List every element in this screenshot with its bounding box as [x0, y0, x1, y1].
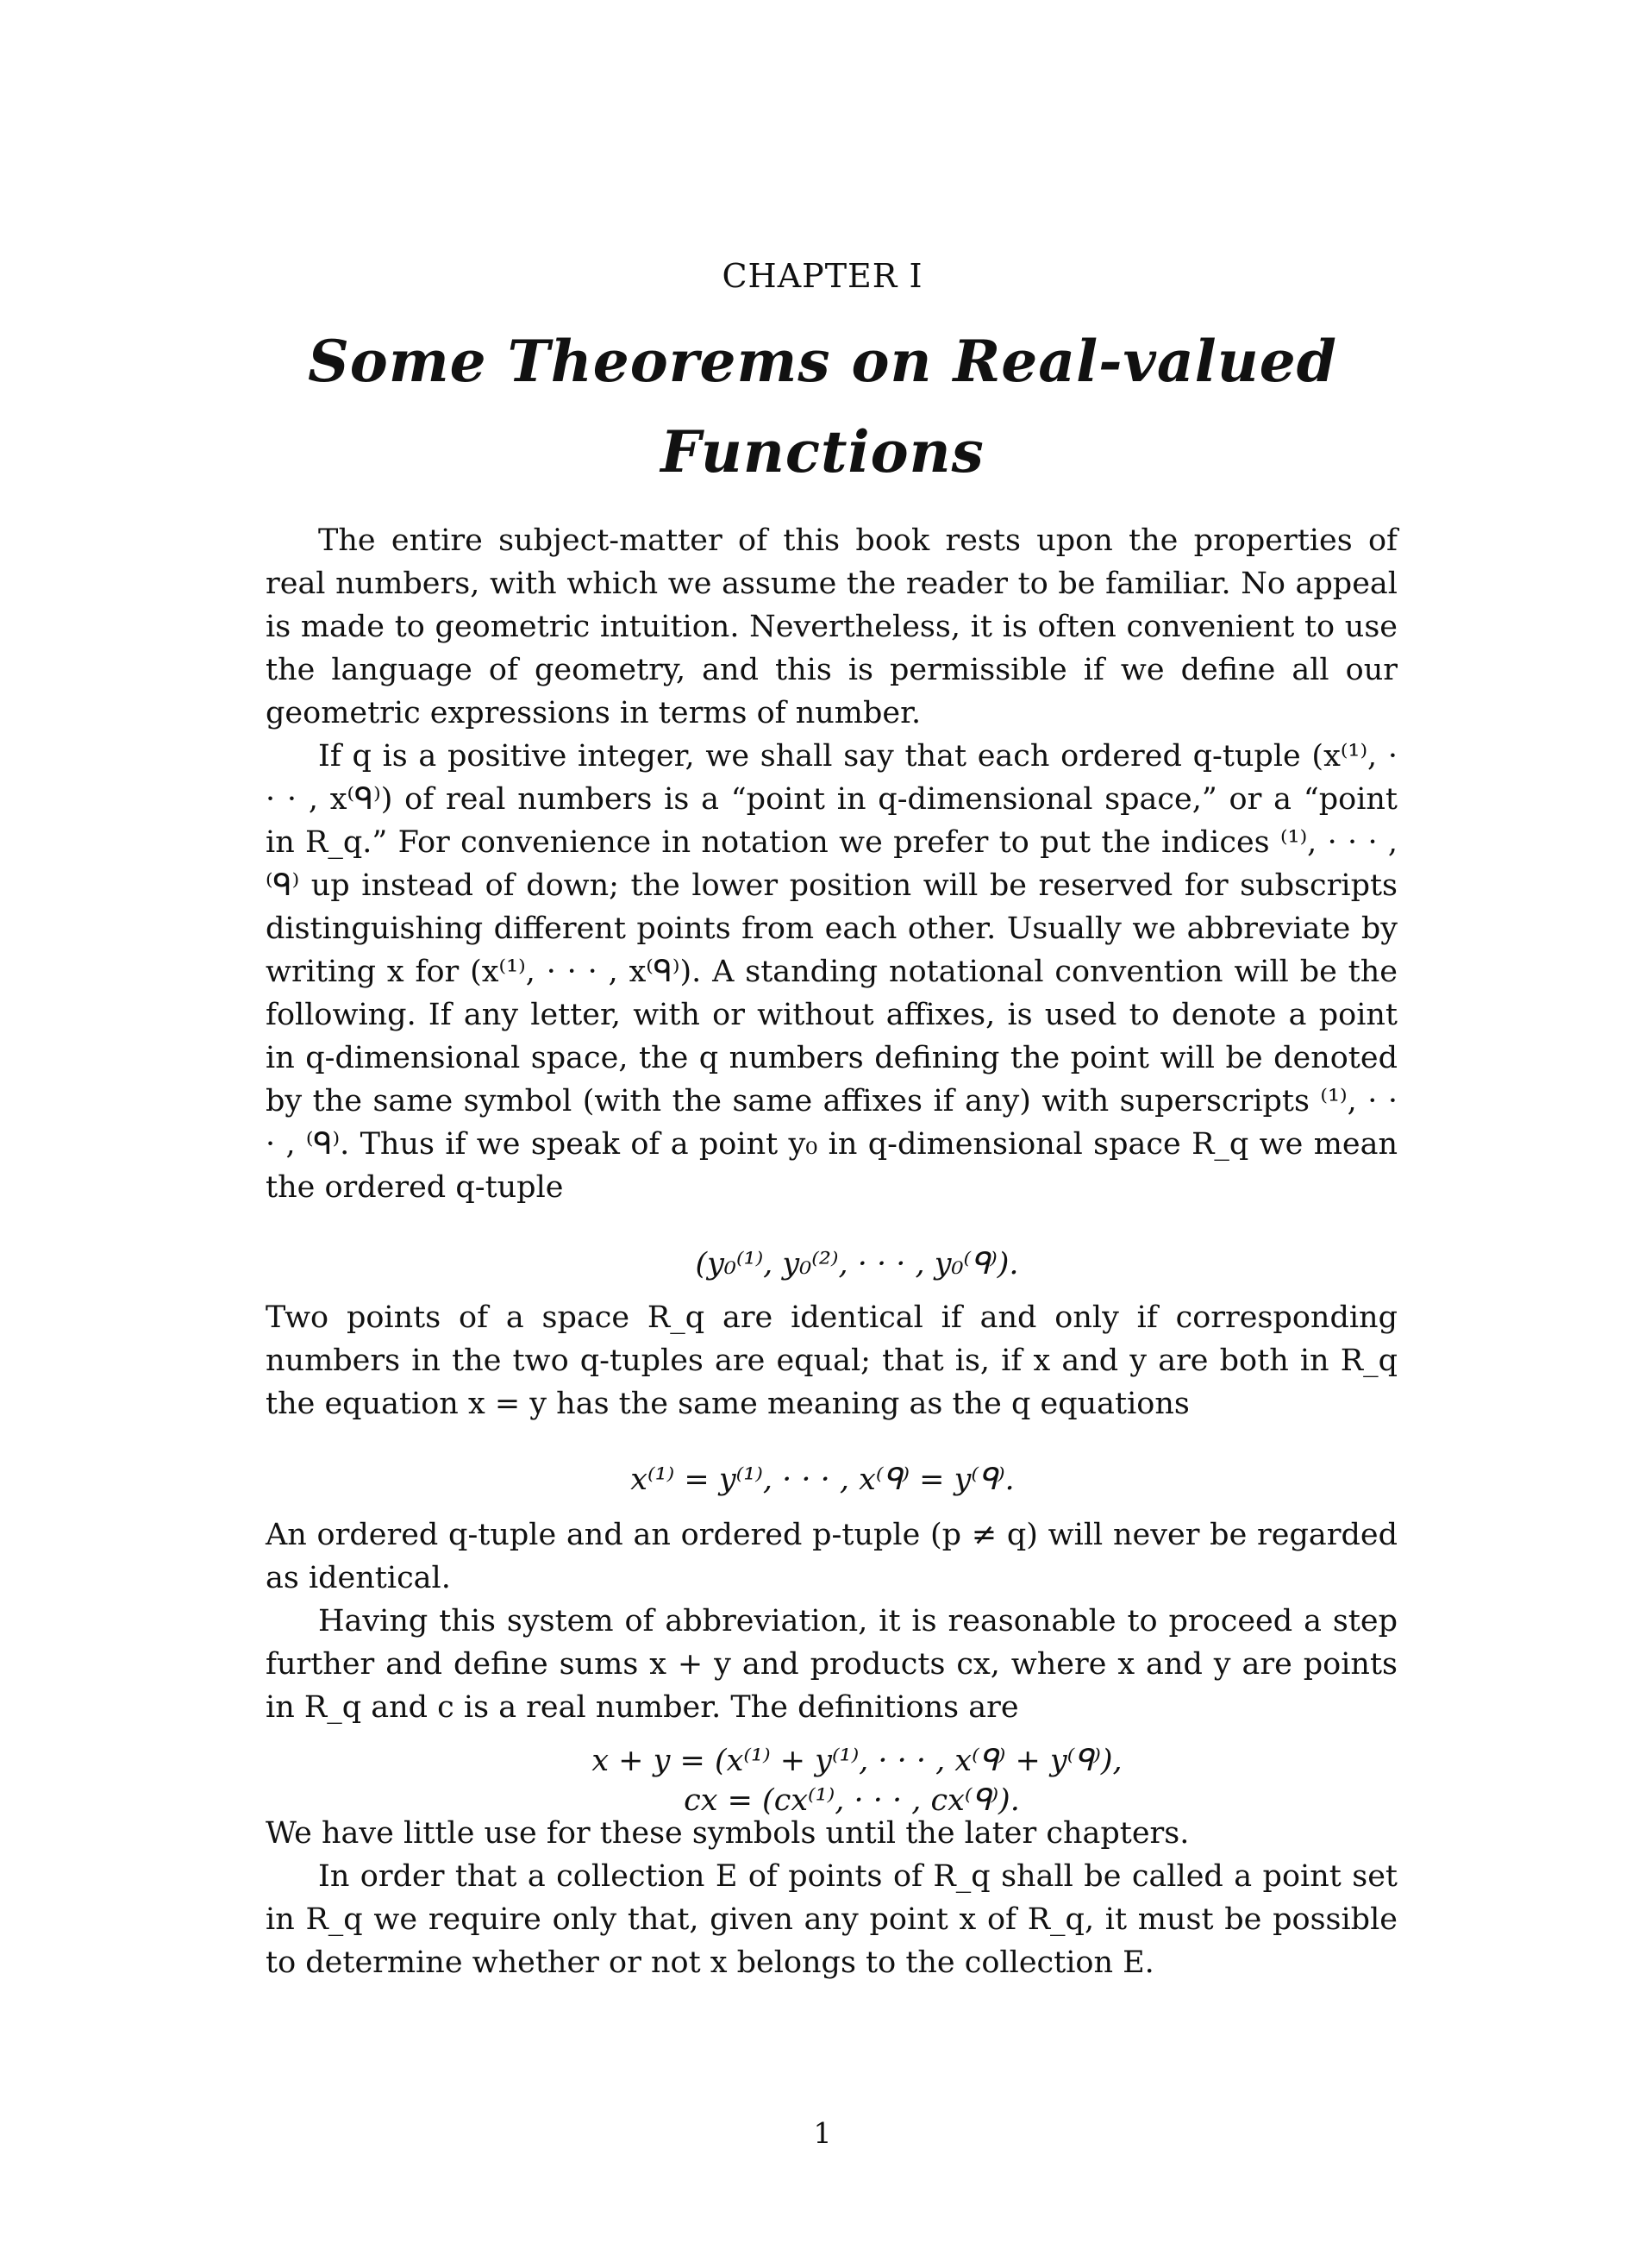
- paragraph-7: In order that a collection E of points of R_q shall be called a point set in R_q we require only that, given any point x of R_q, it must be possible to determine whether or not x belongs to the collection E.: [266, 1859, 1398, 1980]
- text-block-point-set: [266, 1855, 1398, 1984]
- paragraph-2: If q is a positive integer, we shall say that each ordered q-tuple (x⁽¹⁾, · · · , x⁽ᑫ⁾) of real numbers is a “point in q-dimensional space,” or a “point in R_q.” For convenience in notation we prefer to put the indices ⁽¹⁾, · · · , ⁽ᑫ⁾ up instead of down; the lower position will be reserved for subscripts distinguishing different points from each other. Usually we abbreviate by writing x for (x⁽¹⁾, · · · , x⁽ᑫ⁾). A standing notational convention will be the following. If any letter, with or without affixes, is used to denote a point in q-dimensional space, the q numbers defining the point will be denoted by the same symbol (with the same affixes if any) with superscripts ⁽¹⁾, · · · , ⁽ᑫ⁾. Thus if we speak of a point y₀ in q-dimensional space R_q we mean the ordered q-tuple: [266, 739, 1398, 1205]
- text-block-identity: [266, 1296, 1398, 1425]
- paragraph-4: An ordered q-tuple and an ordered p-tuple (p ≠ q) will never be regarded as identical.: [266, 1518, 1398, 1595]
- chapter-title-line-1: Some Theorems on Real-valued: [308, 328, 1337, 395]
- equation-sum-definition: x + y = (x⁽¹⁾ + y⁽¹⁾, · · · , x⁽ᑫ⁾ + y⁽ᑫ⁾),: [591, 1744, 1123, 1778]
- equation-component-equality: x⁽¹⁾ = y⁽¹⁾, · · · , x⁽ᑫ⁾ = y⁽ᑫ⁾.: [630, 1463, 1015, 1497]
- text-block-ordered-tuples: [266, 1513, 1398, 1600]
- text-block-intro: [266, 519, 1398, 1209]
- paragraph-1: The entire subject-matter of this book rests upon the properties of real numbers, with which we assume the reader to be familiar. No appeal is made to geometric intuition. Nevertheless, it is often convenient to use the language of geometry, and this is permissible if we define all our geometric expressions in terms of number.: [266, 523, 1398, 730]
- chapter-label: CHAPTER I: [722, 257, 923, 295]
- text-block-abbreviation: [266, 1600, 1398, 1729]
- chapter-title-line-2: Functions: [660, 418, 985, 486]
- text-block-symbols: [266, 1812, 1398, 1855]
- equation-point-tuple: (y₀⁽¹⁾, y₀⁽²⁾, · · · , y₀⁽ᑫ⁾).: [695, 1247, 1019, 1281]
- paragraph-3: Two points of a space R_q are identical if and only if corresponding numbers in the two q-tuples are equal; that is, if x and y are both in R_q the equation x = y has the same meaning as the q equations: [266, 1300, 1398, 1421]
- equation-product-definition: cx = (cx⁽¹⁾, · · · , cx⁽ᑫ⁾).: [684, 1783, 1020, 1818]
- page-number: 1: [813, 2116, 832, 2150]
- paragraph-5: Having this system of abbreviation, it is reasonable to proceed a step further and define sums x + y and products cx, where x and y are points in R_q and c is a real number. The definitions are: [266, 1604, 1398, 1725]
- paragraph-6: We have little use for these symbols until the later chapters.: [266, 1816, 1190, 1851]
